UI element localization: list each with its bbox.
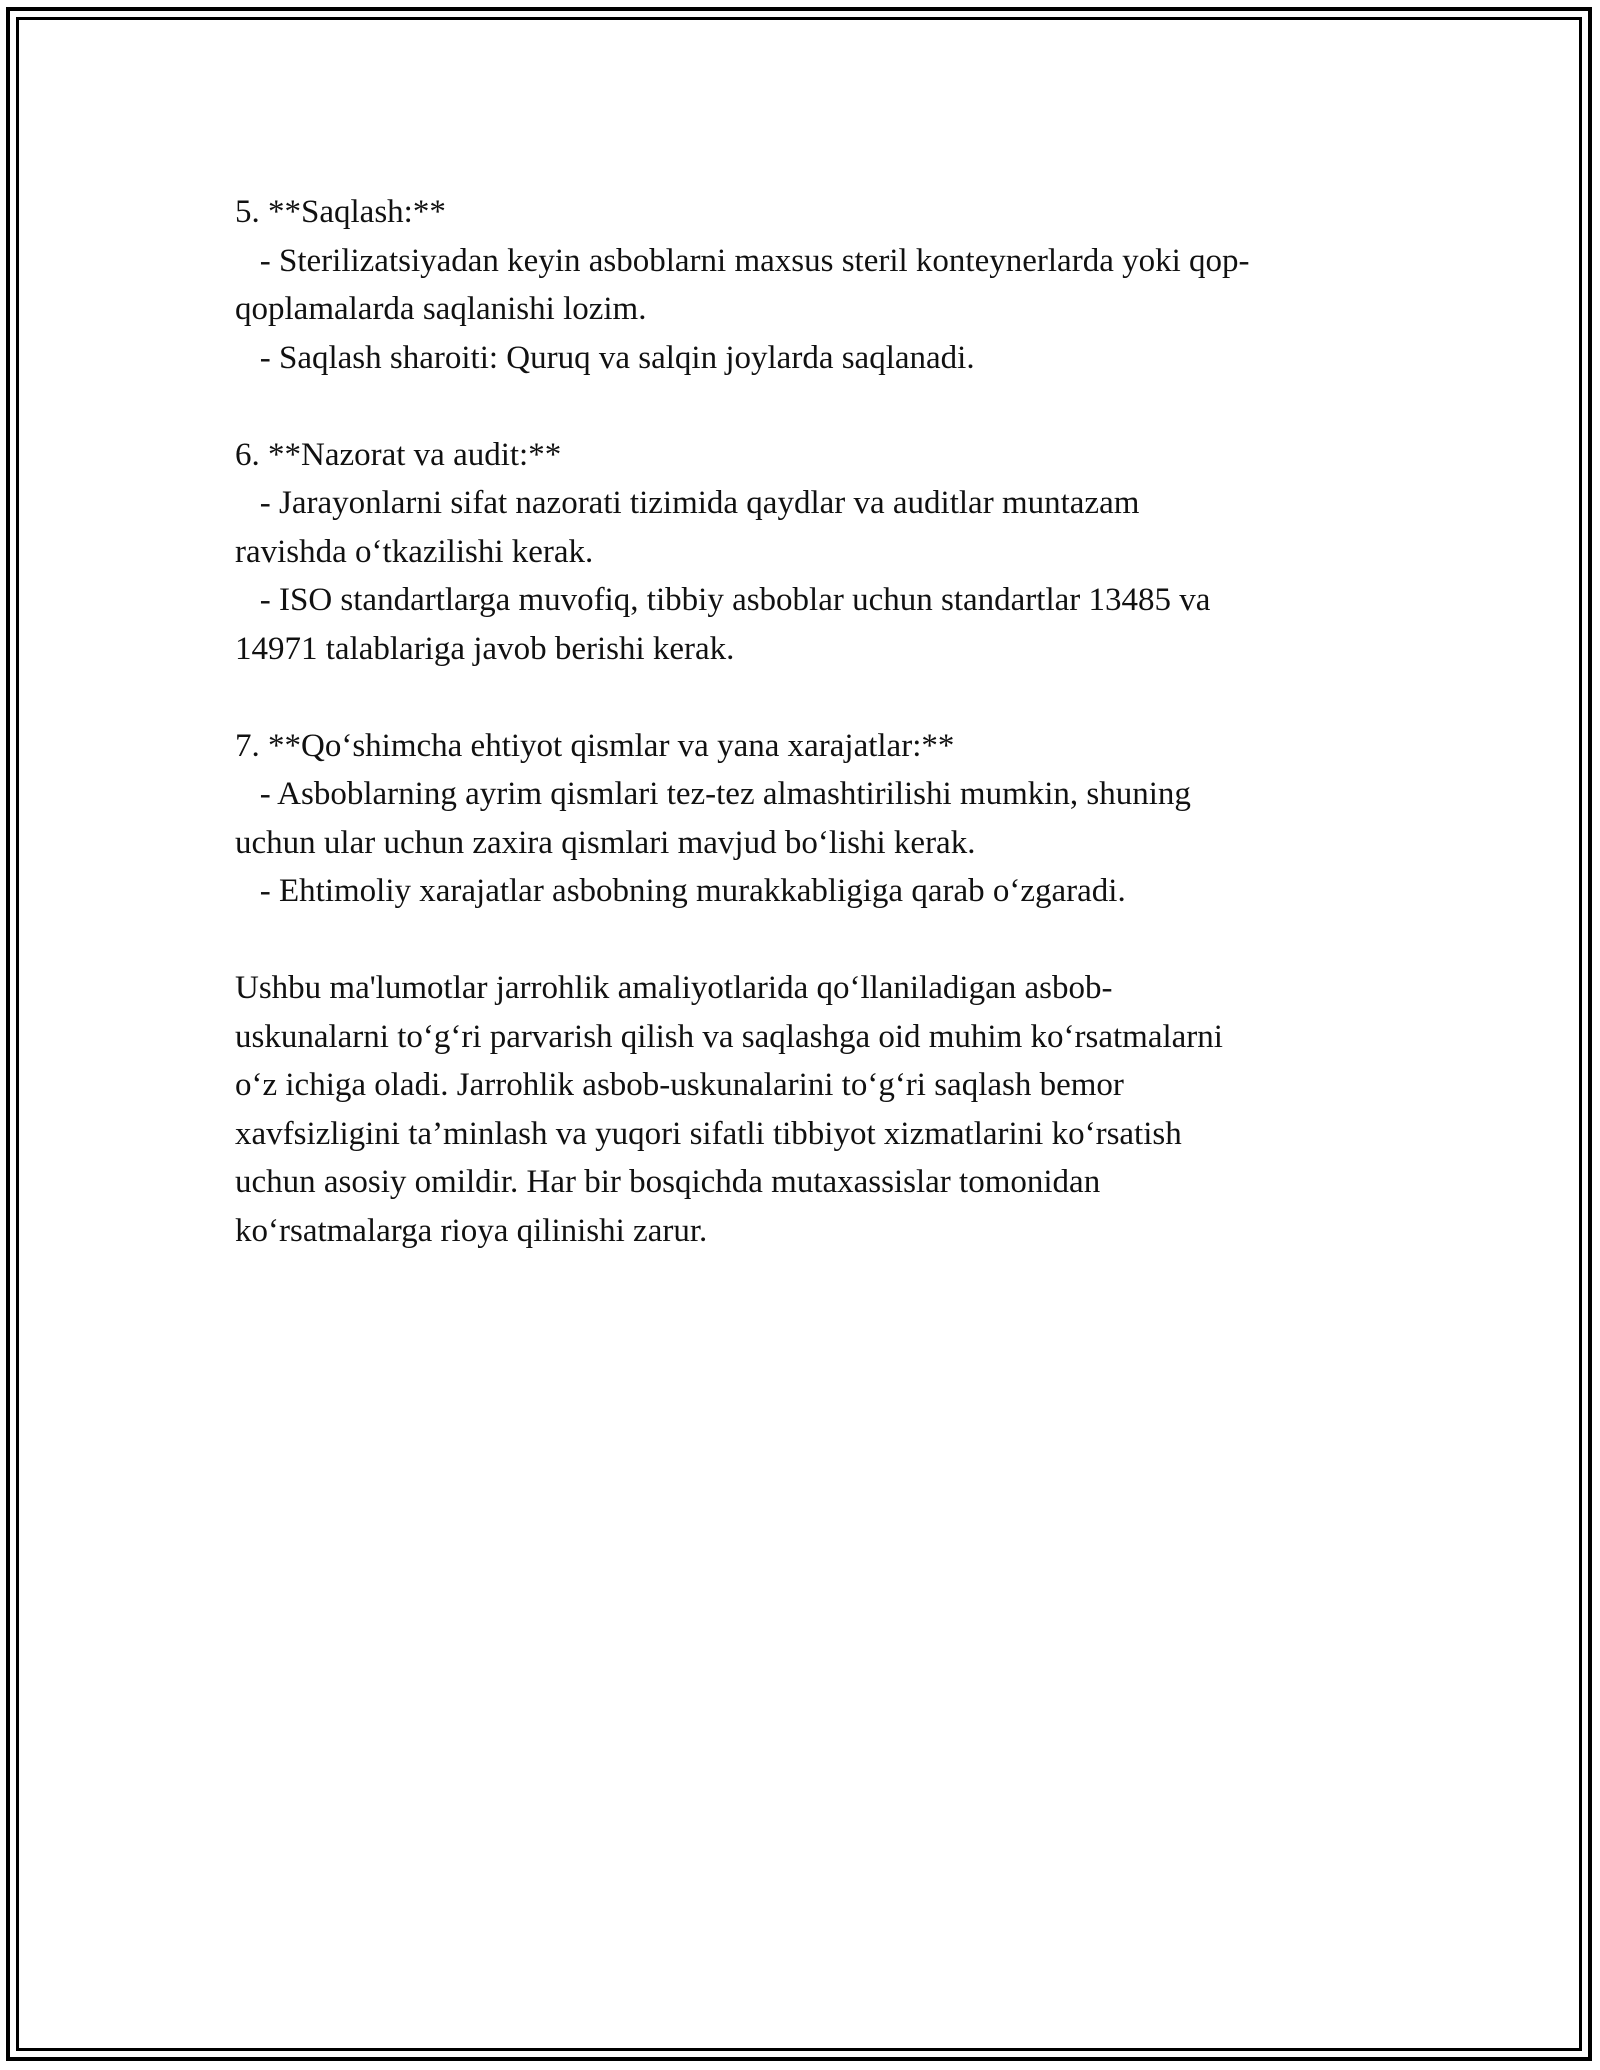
body-line: uchun asosiy omildir. Har bir bosqichda mutaxassislar tomonidan — [235, 1164, 1101, 1200]
body-line: - ISO standartlarga muvofiq, tibbiy asboblar uchun standartlar 13485 va — [235, 582, 1211, 618]
body-line: uchun ular uchun zaxira qismlari mavjud bo‘lishi kerak. — [235, 824, 976, 861]
body-line: - Sterilizatsiyadan keyin asboblarni maxsus steril konteynerlarda yoki qop- — [235, 242, 1250, 279]
conclusion-paragraph — [235, 964, 1375, 1255]
body-line: - Saqlash sharoiti: Quruq va salqin joylarda saqlanadi. — [235, 339, 975, 376]
body-line: - Jarayonlarni sifat nazorati tizimida qaydlar va auditlar muntazam — [235, 485, 1140, 521]
body-line: xavfsizligini ta’minlash va yuqori sifatli tibbiyot xizmatlarini ko‘rsatish — [235, 1115, 1182, 1152]
paragraph-spacer — [235, 382, 1375, 431]
paragraph-spacer — [235, 673, 1375, 722]
section-heading: 5. **Saqlash:** — [235, 194, 446, 230]
body-line: - Ehtimoliy xarajatlar asbobning murakkabligiga qarab o‘zgaradi. — [235, 873, 1126, 909]
body-line: Ushbu ma'lumotlar jarrohlik amaliyotlarida qo‘llaniladigan asbob- — [235, 970, 1113, 1006]
section-storage — [235, 188, 1375, 382]
body-line: qoplamalarda saqlanishi lozim. — [235, 291, 647, 327]
body-line: ko‘rsatmalarga rioya qilinishi zarur. — [235, 1212, 708, 1249]
section-control-audit — [235, 431, 1375, 674]
body-line: - Asboblarning ayrim qismlari tez-tez almashtirilishi mumkin, shuning — [235, 776, 1191, 812]
section-spare-parts — [235, 722, 1375, 916]
body-line: ravishda o‘tkazilishi kerak. — [235, 533, 594, 570]
body-line: o‘z ichiga oladi. Jarrohlik asbob-uskunalarini to‘g‘ri saqlash bemor — [235, 1067, 1124, 1103]
document-body — [235, 188, 1375, 1255]
section-heading: 6. **Nazorat va audit:** — [235, 436, 562, 473]
section-heading: 7. **Qo‘shimcha ehtiyot qismlar va yana xarajatlar:** — [235, 727, 955, 764]
paragraph-spacer — [235, 916, 1375, 965]
body-line: uskunalarni to‘g‘ri parvarish qilish va saqlashga oid muhim ko‘rsatmalarni — [235, 1018, 1223, 1055]
body-line: 14971 talablariga javob berishi kerak. — [235, 630, 735, 667]
